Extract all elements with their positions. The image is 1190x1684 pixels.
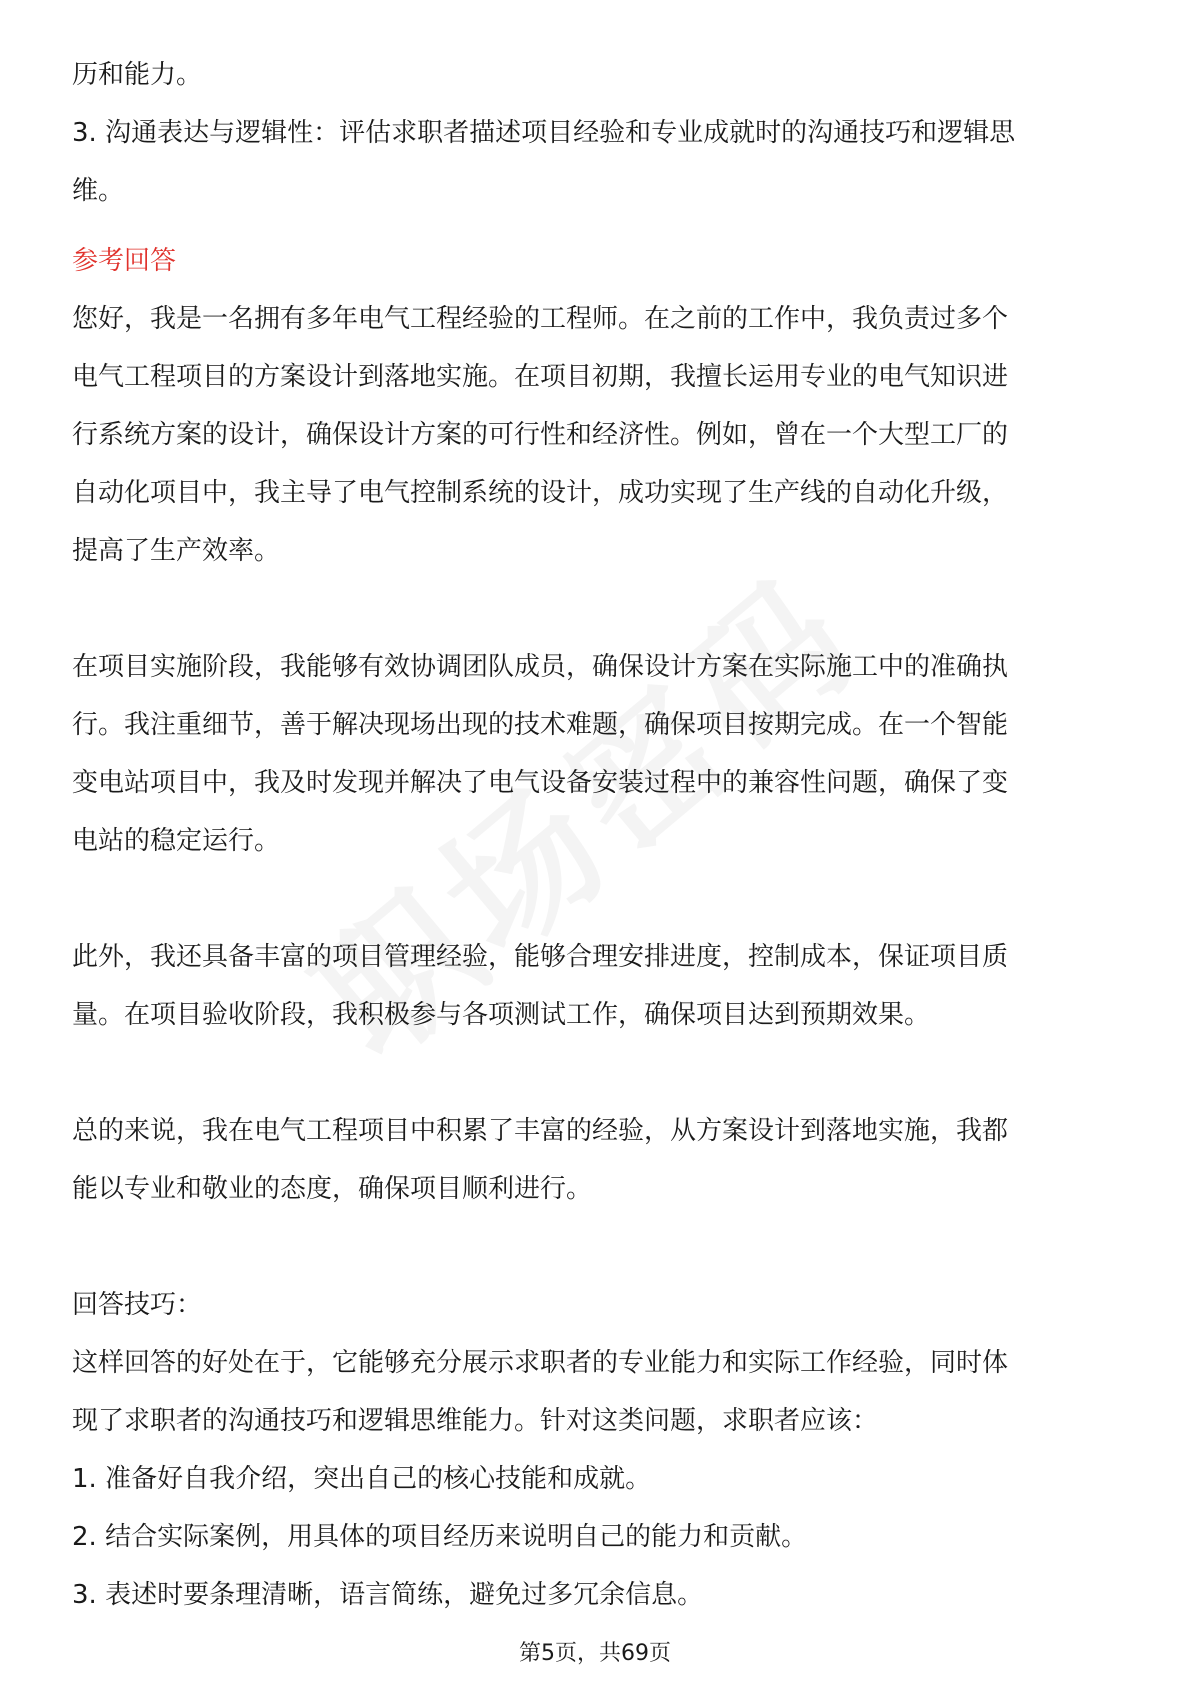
list-item: 2. 结合实际案例，用具体的项目经历来说明自己的能力和贡献。: [72, 1522, 808, 1552]
paragraph-gap: [72, 1044, 1118, 1102]
answer-paragraph-1: [72, 290, 1118, 580]
text-line: 历和能力。: [72, 60, 203, 90]
text-line: 此外，我还具备丰富的项目管理经验，能够合理安排进度，控制成本，保证项目质: [72, 942, 1009, 972]
list-item-3: 3. 沟通表达与逻辑性：评估求职者描述项目经验和专业成就时的沟通技巧和逻辑思: [72, 118, 1016, 148]
text-line: 总的来说，我在电气工程项目中积累了丰富的经验，从方案设计到落地实施，我都: [72, 1116, 1009, 1146]
paragraph-gap: [72, 580, 1118, 638]
text-line: 变电站项目中，我及时发现并解决了电气设备安装过程中的兼容性问题，确保了变: [72, 768, 1009, 798]
text-line: 自动化项目中，我主导了电气控制系统的设计，成功实现了生产线的自动化升级，: [72, 478, 1009, 508]
text-line: 行系统方案的设计，确保设计方案的可行性和经济性。例如，曾在一个大型工厂的: [72, 420, 1009, 450]
text-line: 能以专业和敬业的态度，确保项目顺利进行。: [72, 1174, 593, 1204]
document-page: [72, 46, 1118, 1624]
answer-paragraph-2: [72, 638, 1118, 870]
text-line: 提高了生产效率。: [72, 536, 281, 566]
answer-paragraph-3: [72, 928, 1118, 1044]
answer-paragraph-4: [72, 1102, 1118, 1218]
text-line: 电站的稳定运行。: [72, 826, 281, 856]
paragraph-gap: [72, 1218, 1118, 1276]
page-number: 第5页，共69页: [519, 1641, 671, 1666]
list-item: 1. 准备好自我介绍，突出自己的核心技能和成就。: [72, 1464, 652, 1494]
list-item: 3. 表述时要条理清晰，语言简练，避免过多冗余信息。: [72, 1580, 704, 1610]
list-item-3-cont: 维。: [72, 176, 125, 206]
text-line: 您好，我是一名拥有多年电气工程经验的工程师。在之前的工作中，我负责过多个: [72, 304, 1009, 334]
text-line: 现了求职者的沟通技巧和逻辑思维能力。针对这类问题，求职者应该：: [72, 1406, 879, 1436]
answer-heading: 参考回答: [72, 246, 177, 276]
text-line: 电气工程项目的方案设计到落地实施。在项目初期，我擅长运用专业的电气知识进: [72, 362, 1009, 392]
text-line: 量。在项目验收阶段，我积极参与各项测试工作，确保项目达到预期效果。: [72, 1000, 931, 1030]
tips-section: [72, 1276, 1118, 1624]
text-line: 在项目实施阶段，我能够有效协调团队成员，确保设计方案在实际施工中的准确执: [72, 652, 1009, 682]
paragraph-gap: [72, 870, 1118, 928]
text-line: 行。我注重细节，善于解决现场出现的技术难题，确保项目按期完成。在一个智能: [72, 710, 1009, 740]
text-line: 这样回答的好处在于，它能够充分展示求职者的专业能力和实际工作经验，同时体: [72, 1348, 1009, 1378]
tips-heading: 回答技巧：: [72, 1290, 203, 1320]
